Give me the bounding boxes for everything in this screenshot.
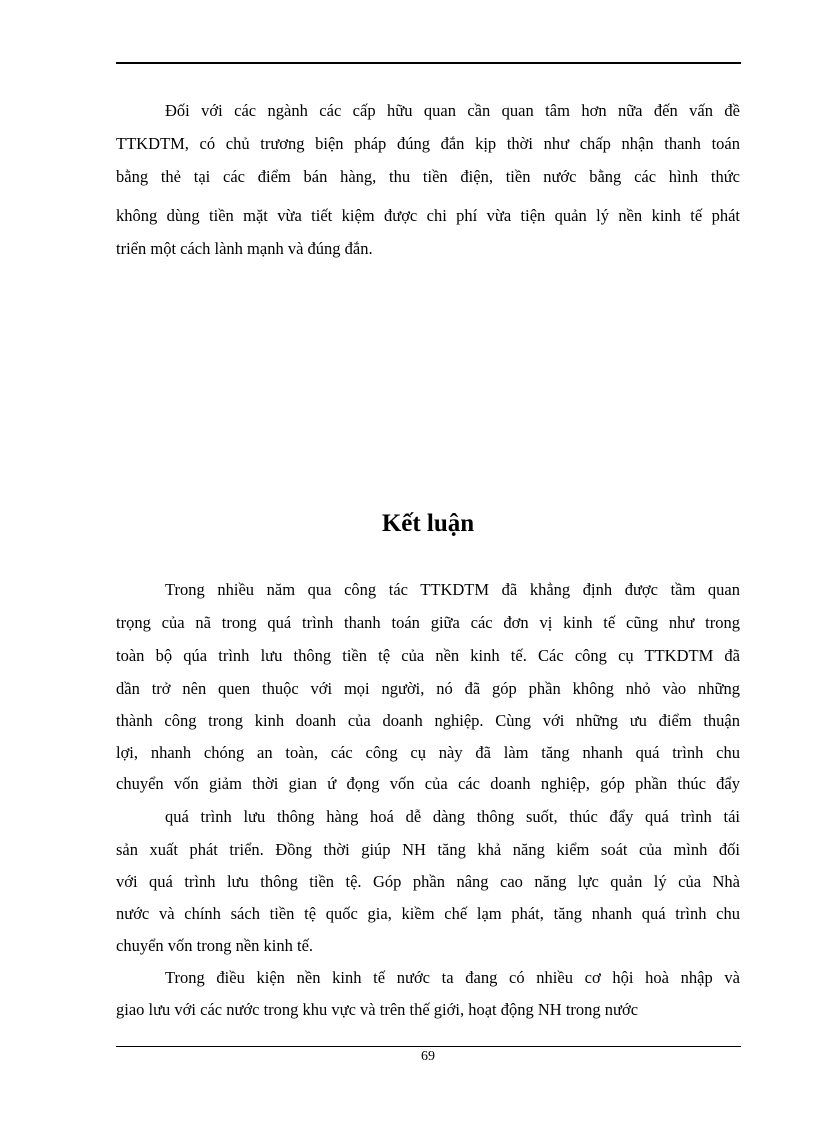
text-line: không dùng tiền mặt vừa tiết kiệm được chi phí vừa tiện quản lý nền kinh tế phát [116, 206, 740, 225]
page-number: 69 [421, 1049, 435, 1064]
text-line: dần trở nên quen thuộc với mọi người, nó đã góp phần không nhỏ vào những [116, 679, 740, 698]
footer-rule [116, 1046, 741, 1047]
text-line: sản xuất phát triển. Đồng thời giúp NH tăng khả năng kiểm soát của mình đối [116, 840, 740, 859]
section-heading: Kết luận [381, 510, 475, 537]
text-line: với quá trình lưu thông tiền tệ. Góp phần nâng cao năng lực quản lý của Nhà [116, 872, 740, 891]
text-line: nước và chính sách tiền tệ quốc gia, kiềm chế lạm phát, tăng nhanh quá trình chu [116, 904, 740, 923]
text-line: Trong điều kiện nền kinh tế nước ta đang có nhiều cơ hội hoà nhập và [165, 968, 740, 987]
text-line: quá trình lưu thông hàng hoá dễ dàng thông suốt, thúc đẩy quá trình tái [165, 807, 740, 826]
text-line: lợi, nhanh chóng an toàn, các công cụ này đã làm tăng nhanh quá trình chu [116, 743, 740, 762]
text-line: Đối với các ngành các cấp hữu quan cần quan tâm hơn nữa đến vấn đề [165, 101, 740, 120]
text-line: giao lưu với các nước trong khu vực và trên thế giới, hoạt động NH trong nước [116, 1000, 639, 1019]
text-line: toàn bộ qúa trình lưu thông tiền tệ của nền kinh tế. Các công cụ TTKDTM đã [116, 646, 740, 665]
text-line: thành công trong kinh doanh của doanh nghiệp. Cùng với những ưu điểm thuận [116, 711, 740, 730]
text-line: TTKDTM, có chủ trương biện pháp đúng đắn kịp thời như chấp nhận thanh toán [116, 134, 740, 153]
text-line: chuyển vốn giảm thời gian ứ đọng vốn của các doanh nghiệp, góp phần thúc đẩy [116, 774, 740, 793]
text-line: bằng thẻ tại các điểm bán hàng, thu tiền điện, tiền nước bằng các hình thức [116, 167, 740, 186]
text-line: trọng của nã trong quá trình thanh toán giữa các đơn vị kinh tế cũng như trong [116, 613, 740, 632]
text-line: chuyển vốn trong nền kinh tế. [116, 936, 314, 955]
text-line: triển một cách lành mạnh và đúng đắn. [116, 239, 373, 258]
text-line: Trong nhiều năm qua công tác TTKDTM đã khẳng định được tầm quan [165, 580, 740, 599]
header-rule [116, 62, 741, 64]
